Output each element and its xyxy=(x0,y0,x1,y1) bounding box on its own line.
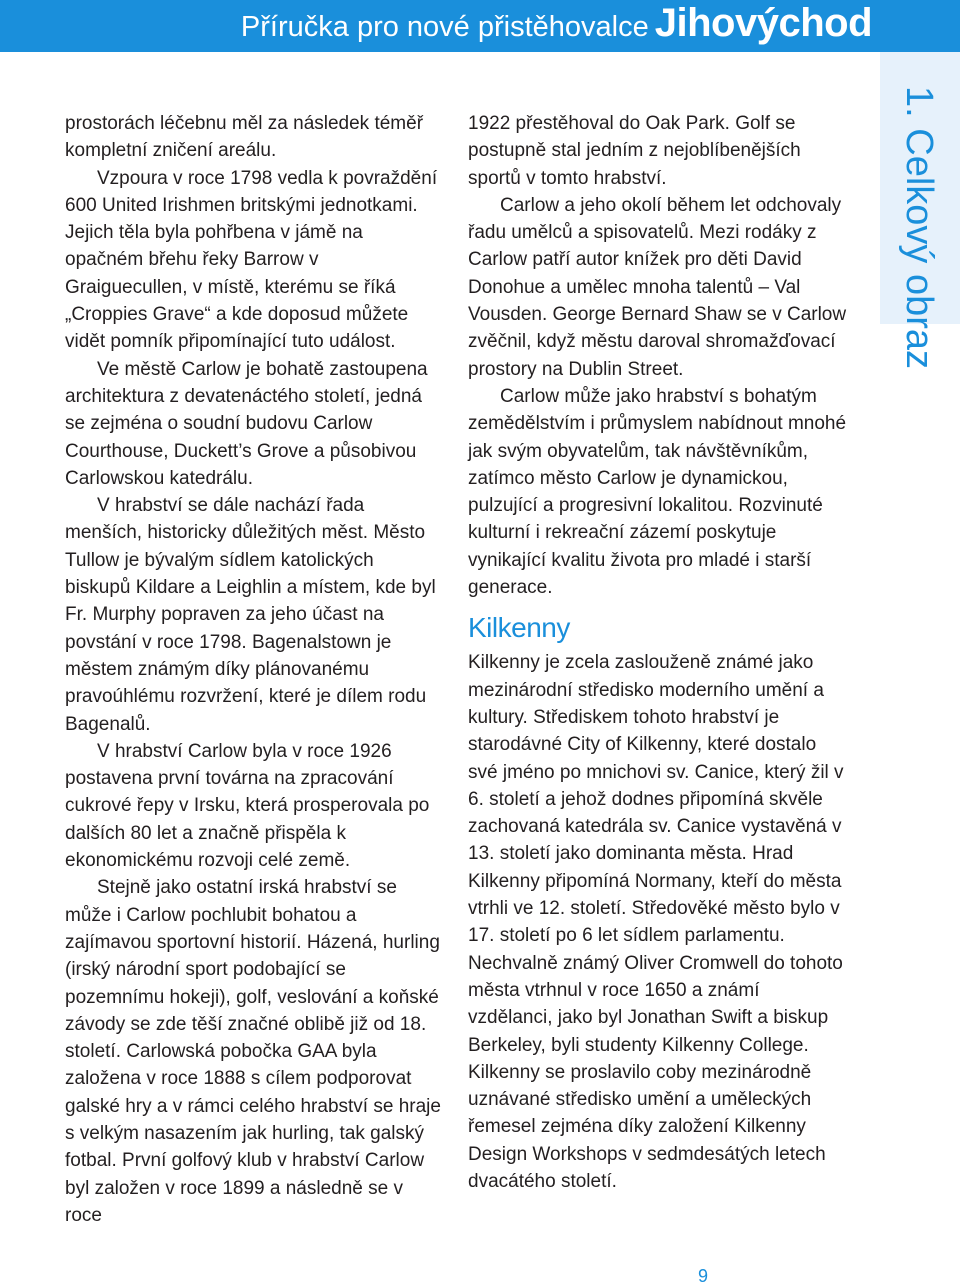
right-text-column xyxy=(468,110,848,1195)
paragraph: Stejně jako ostatní irská hrabství se může i Carlow pochlubit bohatou a zajímavou sportovní historií. Házená, hurling (irský národní sport podobající se pozemnímu hokeji), golf, veslování a koňské závody se zde těší značné oblibě již od 18. století. Carlowská pobočka GAA byla založena v roce 1888 s cílem podporovat galské hry a v rámci celého hrabství se hraje s velkým nasazením jak hurling, tak galský fotbal. První golfový klub v hrabství Carlow byl založen v roce 1899 a následně se v roce xyxy=(65,877,441,1226)
header-title: Jihovýchod xyxy=(654,1,872,45)
chapter-side-label: 1. Celkový obraz xyxy=(898,86,940,370)
paragraph: 1922 přestěhoval do Oak Park. Golf se postupně stal jedním z nejoblíbenějších sportů v tomto hrabství. xyxy=(468,113,801,189)
paragraph: Carlow a jeho okolí během let odchovaly řadu umělců a spisovatelů. Mezi rodáky z Carlow patří autor knížek pro děti David Donohue a umělec mnoha talentů – Val Vousden. George Bernard Shaw se v Carlow zvěčnil, když městu daroval shromažďovací prostory na Dublin Street. xyxy=(468,194,847,380)
section-heading-kilkenny: Kilkenny xyxy=(468,612,570,644)
paragraph: V hrabství se dále nachází řada menších, historicky důležitých měst. Město Tullow je bývalým sídlem katolických biskupů Kildare a Leighlin a místem, kde byl Fr. Murphy popraven za jeho účast na povstání v roce 1798. Bagenalstown je městem známým díky plánovanému pravoúhlému rozvržení, které je dílem rodu Bagenalů. xyxy=(65,495,436,735)
paragraph: Carlow může jako hrabství s bohatým zemědělstvím i průmyslem nabídnout mnohé jak svým obyvatelům, tak návštěvníkům, zatímco město Carlow je dynamickou, pulzující a progresivní lokalitou. Rozvinuté kulturní i rekreační zázemí poskytuje vynikající kvalitu života pro mladé i starší generace. xyxy=(468,385,847,599)
page-number: 9 xyxy=(698,1266,709,1286)
header-title-group xyxy=(241,0,872,46)
header-subtitle: Příručka pro nové přistěhovalce xyxy=(240,11,649,43)
paragraph: Vzpoura v roce 1798 vedla k povraždění 600 United Irishmen britskými jednotkami. Jejich těla byla pohřbena v jámě na opačném břehu řeky Barrow v Graiguecullen, v místě, kterému se říká „Croppies Grave“ a kde doposud můžete vidět pomník připomínající tuto událost. xyxy=(65,167,438,353)
paragraph: prostorách léčebnu měl za následek téměř kompletní zničení areálu. xyxy=(65,113,424,162)
paragraph: Ve městě Carlow je bohatě zastoupena architektura z devatenáctého století, jedná se zejména o soudní budovu Carlow Courthouse, Duckett’s Grove a působivou Carlowskou katedrálu. xyxy=(65,358,428,489)
header-bar xyxy=(0,0,960,52)
left-text-column xyxy=(65,110,443,1229)
paragraph: Kilkenny je zcela zaslouženě známé jako mezinárodní středisko moderního umění a kultury. Střediskem tohoto hrabství je starodávné City of Kilkenny, které dostalo své jméno po mnichovi sv. Canice, který žil v 6. století a jehož dodnes připomíná skvěle zachovaná katedrála sv. Canice vystavěná v 13. století jako dominanta města. Hrad Kilkenny připomíná Normany, kteří do města vtrhli ve 12. století. Středověké město bylo v 17. století po 6 let sídlem parlamentu. Nechvalně známý Oliver Cromwell do tohoto města vtrhnul v roce 1650 a známí vzdělanci, jako byl Jonathan Swift a biskup Berkeley, byli studenty Kilkenny College. Kilkenny se proslavilo coby mezinárodně uznávané středisko umění a uměleckých řemesel zejména díky založení Kilkenny Design Workshops v sedmdesátých letech dvacátého století. xyxy=(468,652,844,1192)
paragraph: V hrabství Carlow byla v roce 1926 postavena první továrna na zpracování cukrové řepy v Irsku, která prosperovala po dalších 80 let a značně přispěla k ekonomickému rozvoji celé země. xyxy=(65,740,430,872)
